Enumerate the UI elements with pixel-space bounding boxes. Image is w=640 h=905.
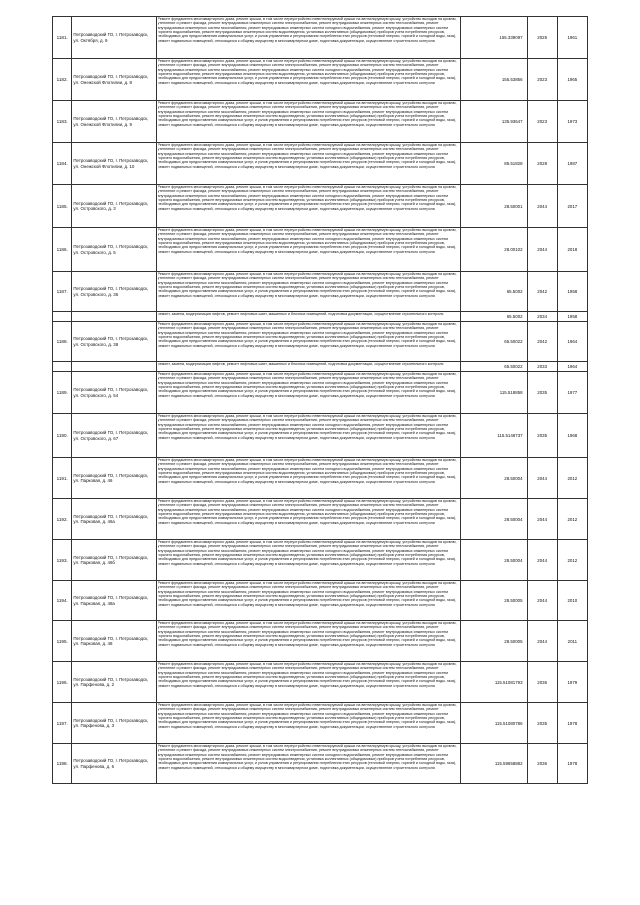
row-works — [156, 458, 460, 499]
row-cost: 65.50022 — [460, 362, 527, 372]
row-built-year: 1961 — [557, 17, 587, 59]
row-address: Петрозаводский ГО, г. Петрозаводск, ул. Парковая, д. 46а — [72, 499, 156, 540]
row-plan-year: 2044 — [527, 458, 557, 499]
row-number: 1198. — [53, 744, 72, 784]
row-cost: 28.50005 — [460, 581, 527, 621]
row-address: Петрозаводский ГО, г. Петрозаводск, ул. Островского, д. 67 — [72, 414, 156, 458]
works-text: Ремонт фундамента многоквартирного дома, ремонт крыши, в том числе переустройство невентилируемой крыши на вентилируемую крышу, устройство выходов на кровлю, утепление и ремонт фасада, ремонт внутридомовых инженерных систем электроснабжения, ремонт внутридомовых инженерных систем теплоснабжения, ремонт внутридомовых инженерных систем газоснабжения, ремонт внутридомовых инженерных систем холодного водоснабжения, ремонт внутридомовых инженерных систем горячего водоснабжения, ремонт внутридомовых инженерных систем водоотведения, установка коллективных (общедомовых) приборов учета потребления ресурсов, необходимых для предоставления коммунальных услуг, и узлов управления и регулирования потребления этих ресурсов (тепловой энергии, горячей и холодной воды, газа), ремонт подвальных помещений, относящихся к общему имуществу в многоквартирном доме, подготовка документации, осуществление строительного контроля — [157, 744, 457, 770]
works-text: Ремонт фундамента многоквартирного дома, ремонт крыши, в том числе переустройство невентилируемой крыши на вентилируемую крышу, устройство выходов на кровлю, утепление и ремонт фасада, ремонт внутридомовых инженерных систем электроснабжения, ремонт внутридомовых инженерных систем теплоснабжения, ремонт внутридомовых инженерных систем газоснабжения, ремонт внутридомовых инженерных систем холодного водоснабжения, ремонт внутридомовых инженерных систем горячего водоснабжения, ремонт внутридомовых инженерных систем водоотведения, установка коллективных (общедомовых) приборов учета потребления ресурсов, необходимых для предоставления коммунальных услуг, и узлов управления и регулирования потребления этих ресурсов (тепловой энергии, горячей и холодной воды, газа), ремонт подвальных помещений, относящихся к общему имуществу в многоквартирном доме, подготовка документации, осуществление строительного контроля — [157, 703, 457, 729]
table-row — [53, 185, 588, 228]
row-built-year: 1978 — [557, 744, 587, 784]
row-cost: 155.53856 — [460, 59, 527, 101]
row-cost: 115.51080786 — [460, 703, 527, 744]
row-number: 1186. — [53, 228, 72, 272]
row-plan-year: 2035 — [527, 372, 557, 414]
row-number: 1185. — [53, 185, 72, 228]
table-row — [53, 322, 588, 362]
row-built-year: 1977 — [557, 372, 587, 414]
row-address — [72, 312, 156, 322]
row-number: 1183. — [53, 101, 72, 143]
works-text: Ремонт фундамента многоквартирного дома, ремонт крыши, в том числе переустройство невентилируемой крыши на вентилируемую крышу, устройство выходов на кровлю, утепление и ремонт фасада, ремонт внутридомовых инженерных систем электроснабжения, ремонт внутридомовых инженерных систем теплоснабжения, ремонт внутридомовых инженерных систем газоснабжения, ремонт внутридомовых инженерных систем холодного водоснабжения, ремонт внутридомовых инженерных систем горячего водоснабжения, ремонт внутридомовых инженерных систем водоотведения, установка коллективных (общедомовых) приборов учета потребления ресурсов, необходимых для предоставления коммунальных услуг, и узлов управления и регулирования потребления этих ресурсов (тепловой энергии, горячей и холодной воды, газа), ремонт подвальных помещений, относящихся к общему имуществу в многоквартирном доме, подготовка документации, осуществление строительного контроля — [157, 17, 457, 43]
row-plan-year: 2044 — [527, 621, 557, 662]
row-cost: 135.93647 — [460, 101, 527, 143]
row-works — [156, 540, 460, 581]
row-address: Петрозаводский ГО, г. Петрозаводск, ул. Онежской Флотилии, д. 8 — [72, 59, 156, 101]
row-cost: 115.518858 — [460, 372, 527, 414]
row-built-year: 2011 — [557, 621, 587, 662]
works-text: ремонт, замена, модернизация лифтов, ремонт лифтовых шахт, машинных и блочных помещений, подготовка документации, осуществление строительного контроля — [157, 362, 444, 366]
row-works — [156, 17, 460, 59]
table-row — [53, 458, 588, 499]
capital-repair-table — [52, 16, 588, 784]
row-address: Петрозаводский ГО, г. Петрозаводск, ул. Островского, д. 36 — [72, 272, 156, 312]
row-plan-year: 2042 — [527, 322, 557, 362]
row-works — [156, 499, 460, 540]
row-address — [72, 362, 156, 372]
row-works — [156, 744, 460, 784]
table-row — [53, 744, 588, 784]
table-row — [53, 662, 588, 703]
row-built-year: 1968 — [557, 414, 587, 458]
row-address: Петрозаводский ГО, г. Петрозаводск, ул. Островского, д. 54 — [72, 372, 156, 414]
row-number: 1190. — [53, 414, 72, 458]
row-number: 1192. — [53, 499, 72, 540]
table-row — [53, 621, 588, 662]
table-row — [53, 59, 588, 101]
row-address: Петрозаводский ГО, г. Петрозаводск, ул. Островского, д. 5 — [72, 228, 156, 272]
row-built-year: 1964 — [557, 322, 587, 362]
row-number: 1191. — [53, 458, 72, 499]
table-row — [53, 703, 588, 744]
table-row — [53, 499, 588, 540]
row-built-year: 1958 — [557, 272, 587, 312]
row-cost: 155.339097 — [460, 17, 527, 59]
row-address: Петрозаводский ГО, г. Петрозаводск, ул. Парфенова, д. 2 — [72, 662, 156, 703]
works-text: Ремонт фундамента многоквартирного дома, ремонт крыши, в том числе переустройство невентилируемой крыши на вентилируемую крышу, устройство выходов на кровлю, утепление и ремонт фасада, ремонт внутридомовых инженерных систем электроснабжения, ремонт внутридомовых инженерных систем теплоснабжения, ремонт внутридомовых инженерных систем газоснабжения, ремонт внутридомовых инженерных систем холодного водоснабжения, ремонт внутридомовых инженерных систем горячего водоснабжения, ремонт внутридомовых инженерных систем водоотведения, установка коллективных (общедомовых) приборов учета потребления ресурсов, необходимых для предоставления коммунальных услуг, и узлов управления и регулирования потребления этих ресурсов (тепловой энергии, горячей и холодной воды, газа), ремонт подвальных помещений, относящихся к общему имуществу в многоквартирном доме, подготовка документации, осуществление строительного контроля — [157, 101, 457, 127]
row-number: 1189. — [53, 372, 72, 414]
row-cost: 28.50004 — [460, 458, 527, 499]
works-text: Ремонт фундамента многоквартирного дома, ремонт крыши, в том числе переустройство невентилируемой крыши на вентилируемую крышу, устройство выходов на кровлю, утепление и ремонт фасада, ремонт внутридомовых инженерных систем электроснабжения, ремонт внутридомовых инженерных систем теплоснабжения, ремонт внутридомовых инженерных систем газоснабжения, ремонт внутридомовых инженерных систем холодного водоснабжения, ремонт внутридомовых инженерных систем горячего водоснабжения, ремонт внутридомовых инженерных систем водоотведения, установка коллективных (общедомовых) приборов учета потребления ресурсов, необходимых для предоставления коммунальных услуг, и узлов управления и регулирования потребления этих ресурсов (тепловой энергии, горячей и холодной воды, газа), ремонт подвальных помещений, относящихся к общему имуществу в многоквартирном доме, подготовка документации, осуществление строительного контроля — [157, 414, 457, 440]
table-row — [53, 362, 588, 372]
works-text: Ремонт фундамента многоквартирного дома, ремонт крыши, в том числе переустройство невентилируемой крыши на вентилируемую крышу, устройство выходов на кровлю, утепление и ремонт фасада, ремонт внутридомовых инженерных систем электроснабжения, ремонт внутридомовых инженерных систем теплоснабжения, ремонт внутридомовых инженерных систем газоснабжения, ремонт внутридомовых инженерных систем холодного водоснабжения, ремонт внутридомовых инженерных систем горячего водоснабжения, ремонт внутридомовых инженерных систем водоотведения, установка коллективных (общедомовых) приборов учета потребления ресурсов, необходимых для предоставления коммунальных услуг, и узлов управления и регулирования потребления этих ресурсов (тепловой энергии, горячей и холодной воды, газа), ремонт подвальных помещений, относящихся к общему имуществу в многоквартирном доме, подготовка документации, осуществление строительного контроля — [157, 272, 457, 298]
row-address: Петрозаводский ГО, г. Петрозаводск, ул. Октября, д. 9 — [72, 17, 156, 59]
row-address: Петрозаводский ГО, г. Петрозаводск, ул. Островского, д. 3 — [72, 185, 156, 228]
table-row — [53, 17, 588, 59]
row-cost: 115.5148737 — [460, 414, 527, 458]
row-built-year: 1964 — [557, 362, 587, 372]
row-works — [156, 581, 460, 621]
row-works — [156, 59, 460, 101]
row-address: Петрозаводский ГО, г. Петрозаводск, ул. Парковая, д. 48 — [72, 621, 156, 662]
row-built-year: 2017 — [557, 185, 587, 228]
row-works — [156, 322, 460, 362]
row-works — [156, 414, 460, 458]
row-address: Петрозаводский ГО, г. Петрозаводск, ул. Парфенова, д. 3 — [72, 703, 156, 744]
table-row — [53, 272, 588, 312]
row-plan-year: 2028 — [527, 143, 557, 185]
row-cost: 115.59658882 — [460, 744, 527, 784]
table-row — [53, 414, 588, 458]
works-text: Ремонт фундамента многоквартирного дома, ремонт крыши, в том числе переустройство невентилируемой крыши на вентилируемую крышу, устройство выходов на кровлю, утепление и ремонт фасада, ремонт внутридомовых инженерных систем электроснабжения, ремонт внутридомовых инженерных систем теплоснабжения, ремонт внутридомовых инженерных систем газоснабжения, ремонт внутридомовых инженерных систем холодного водоснабжения, ремонт внутридомовых инженерных систем горячего водоснабжения, ремонт внутридомовых инженерных систем водоотведения, установка коллективных (общедомовых) приборов учета потребления ресурсов, необходимых для предоставления коммунальных услуг, и узлов управления и регулирования потребления этих ресурсов (тепловой энергии, горячей и холодной воды, газа), ремонт подвальных помещений, относящихся к общему имуществу в многоквартирном доме, подготовка документации, осуществление строительного контроля — [157, 621, 457, 647]
row-built-year: 2012 — [557, 458, 587, 499]
row-cost: 85.51828 — [460, 143, 527, 185]
table-row — [53, 143, 588, 185]
works-text: Ремонт фундамента многоквартирного дома, ремонт крыши, в том числе переустройство невентилируемой крыши на вентилируемую крышу, устройство выходов на кровлю, утепление и ремонт фасада, ремонт внутридомовых инженерных систем электроснабжения, ремонт внутридомовых инженерных систем теплоснабжения, ремонт внутридомовых инженерных систем газоснабжения, ремонт внутридомовых инженерных систем холодного водоснабжения, ремонт внутридомовых инженерных систем горячего водоснабжения, ремонт внутридомовых инженерных систем водоотведения, установка коллективных (общедомовых) приборов учета потребления ресурсов, необходимых для предоставления коммунальных услуг, и узлов управления и регулирования потребления этих ресурсов (тепловой энергии, горячей и холодной воды, газа), ремонт подвальных помещений, относящихся к общему имуществу в многоквартирном доме, подготовка документации, осуществление строительного контроля — [157, 499, 457, 525]
table-row — [53, 581, 588, 621]
works-text: Ремонт фундамента многоквартирного дома, ремонт крыши, в том числе переустройство невентилируемой крыши на вентилируемую крышу, устройство выходов на кровлю, утепление и ремонт фасада, ремонт внутридомовых инженерных систем электроснабжения, ремонт внутридомовых инженерных систем теплоснабжения, ремонт внутридомовых инженерных систем газоснабжения, ремонт внутридомовых инженерных систем холодного водоснабжения, ремонт внутридомовых инженерных систем горячего водоснабжения, ремонт внутридомовых инженерных систем водоотведения, установка коллективных (общедомовых) приборов учета потребления ресурсов, необходимых для предоставления коммунальных услуг, и узлов управления и регулирования потребления этих ресурсов (тепловой энергии, горячей и холодной воды, газа), ремонт подвальных помещений, относящихся к общему имуществу в многоквартирном доме, подготовка документации, осуществление строительного контроля — [157, 581, 457, 607]
row-number — [53, 312, 72, 322]
row-address: Петрозаводский ГО, г. Петрозаводск, ул. Парковая, д. 46б — [72, 540, 156, 581]
row-address: Петрозаводский ГО, г. Петрозаводск, ул. Островского, д. 38 — [72, 322, 156, 362]
row-cost: 28.50001 — [460, 185, 527, 228]
row-plan-year: 2042 — [527, 272, 557, 312]
table-row — [53, 228, 588, 272]
row-works — [156, 143, 460, 185]
row-cost: 115.51081793 — [460, 662, 527, 703]
row-works — [156, 228, 460, 272]
row-cost: 65.5002 — [460, 312, 527, 322]
row-built-year: 2010 — [557, 581, 587, 621]
table-row — [53, 540, 588, 581]
table-row — [53, 312, 588, 322]
row-plan-year: 2035 — [527, 414, 557, 458]
row-address: Петрозаводский ГО, г. Петрозаводск, ул. Онежской Флотилии, д. 10 — [72, 143, 156, 185]
table-row — [53, 101, 588, 143]
table-body — [53, 17, 588, 784]
row-plan-year: 2035 — [527, 703, 557, 744]
row-number: 1187. — [53, 272, 72, 312]
row-built-year: 1978 — [557, 703, 587, 744]
row-number: 1194. — [53, 581, 72, 621]
row-cost: 28.50005 — [460, 621, 527, 662]
table-row — [53, 372, 588, 414]
row-works — [156, 621, 460, 662]
works-text: Ремонт фундамента многоквартирного дома, ремонт крыши, в том числе переустройство невентилируемой крыши на вентилируемую крышу, устройство выходов на кровлю, утепление и ремонт фасада, ремонт внутридомовых инженерных систем электроснабжения, ремонт внутридомовых инженерных систем теплоснабжения, ремонт внутридомовых инженерных систем газоснабжения, ремонт внутридомовых инженерных систем холодного водоснабжения, ремонт внутридомовых инженерных систем горячего водоснабжения, ремонт внутридомовых инженерных систем водоотведения, установка коллективных (общедомовых) приборов учета потребления ресурсов, необходимых для предоставления коммунальных услуг, и узлов управления и регулирования потребления этих ресурсов (тепловой энергии, горячей и холодной воды, газа), ремонт подвальных помещений, относящихся к общему имуществу в многоквартирном доме, подготовка документации, осуществление строительного контроля — [157, 540, 457, 566]
row-plan-year: 2023 — [527, 59, 557, 101]
row-cost: 65.5002 — [460, 272, 527, 312]
row-built-year: 1987 — [557, 143, 587, 185]
row-works — [156, 362, 460, 372]
row-cost: 28.00102 — [460, 228, 527, 272]
row-built-year: 1958 — [557, 312, 587, 322]
row-plan-year: 2034 — [527, 312, 557, 322]
row-plan-year: 2036 — [527, 744, 557, 784]
works-text: Ремонт фундамента многоквартирного дома, ремонт крыши, в том числе переустройство невентилируемой крыши на вентилируемую крышу, устройство выходов на кровлю, утепление и ремонт фасада, ремонт внутридомовых инженерных систем электроснабжения, ремонт внутридомовых инженерных систем теплоснабжения, ремонт внутридомовых инженерных систем газоснабжения, ремонт внутридомовых инженерных систем холодного водоснабжения, ремонт внутридомовых инженерных систем горячего водоснабжения, ремонт внутридомовых инженерных систем водоотведения, установка коллективных (общедомовых) приборов учета потребления ресурсов, необходимых для предоставления коммунальных услуг, и узлов управления и регулирования потребления этих ресурсов (тепловой энергии, горячей и холодной воды, газа), ремонт подвальных помещений, относящихся к общему имуществу в многоквартирном доме, подготовка документации, осуществление строительного контроля — [157, 662, 457, 688]
row-number: 1181. — [53, 17, 72, 59]
row-number: 1196. — [53, 662, 72, 703]
works-text: Ремонт фундамента многоквартирного дома, ремонт крыши, в том числе переустройство невентилируемой крыши на вентилируемую крышу, устройство выходов на кровлю, утепление и ремонт фасада, ремонт внутридомовых инженерных систем электроснабжения, ремонт внутридомовых инженерных систем теплоснабжения, ремонт внутридомовых инженерных систем газоснабжения, ремонт внутридомовых инженерных систем холодного водоснабжения, ремонт внутридомовых инженерных систем горячего водоснабжения, ремонт внутридомовых инженерных систем водоотведения, установка коллективных (общедомовых) приборов учета потребления ресурсов, необходимых для предоставления коммунальных услуг, и узлов управления и регулирования потребления этих ресурсов (тепловой энергии, горячей и холодной воды, газа), ремонт подвальных помещений, относящихся к общему имуществу в многоквартирном доме, подготовка документации, осуществление строительного контроля — [157, 185, 457, 211]
row-works — [156, 101, 460, 143]
row-works — [156, 372, 460, 414]
row-number: 1197. — [53, 703, 72, 744]
row-works — [156, 703, 460, 744]
row-address: Петрозаводский ГО, г. Петрозаводск, ул. Онежской Флотилии, д. 9 — [72, 101, 156, 143]
works-text: Ремонт фундамента многоквартирного дома, ремонт крыши, в том числе переустройство невентилируемой крыши на вентилируемую крышу, устройство выходов на кровлю, утепление и ремонт фасада, ремонт внутридомовых инженерных систем электроснабжения, ремонт внутридомовых инженерных систем теплоснабжения, ремонт внутридомовых инженерных систем газоснабжения, ремонт внутридомовых инженерных систем холодного водоснабжения, ремонт внутридомовых инженерных систем горячего водоснабжения, ремонт внутридомовых инженерных систем водоотведения, установка коллективных (общедомовых) приборов учета потребления ресурсов, необходимых для предоставления коммунальных услуг, и узлов управления и регулирования потребления этих ресурсов (тепловой энергии, горячей и холодной воды, газа), ремонт подвальных помещений, относящихся к общему имуществу в многоквартирном доме, подготовка документации, осуществление строительного контроля — [157, 322, 457, 348]
row-built-year: 1979 — [557, 662, 587, 703]
row-address: Петрозаводский ГО, г. Петрозаводск, ул. Парфенова, д. 6 — [72, 744, 156, 784]
row-number: 1195. — [53, 621, 72, 662]
row-plan-year: 2044 — [527, 228, 557, 272]
row-cost: 28.50004 — [460, 540, 527, 581]
row-works — [156, 272, 460, 312]
row-cost: 28.50004 — [460, 499, 527, 540]
row-number: 1188. — [53, 322, 72, 362]
row-works — [156, 312, 460, 322]
row-plan-year: 2044 — [527, 581, 557, 621]
works-text: Ремонт фундамента многоквартирного дома, ремонт крыши, в том числе переустройство невентилируемой крыши на вентилируемую крышу, устройство выходов на кровлю, утепление и ремонт фасада, ремонт внутридомовых инженерных систем электроснабжения, ремонт внутридомовых инженерных систем теплоснабжения, ремонт внутридомовых инженерных систем газоснабжения, ремонт внутридомовых инженерных систем холодного водоснабжения, ремонт внутридомовых инженерных систем горячего водоснабжения, ремонт внутридомовых инженерных систем водоотведения, установка коллективных (общедомовых) приборов учета потребления ресурсов, необходимых для предоставления коммунальных услуг, и узлов управления и регулирования потребления этих ресурсов (тепловой энергии, горячей и холодной воды, газа), ремонт подвальных помещений, относящихся к общему имуществу в многоквартирном доме, подготовка документации, осуществление строительного контроля — [157, 59, 457, 85]
row-works — [156, 662, 460, 703]
works-text: Ремонт фундамента многоквартирного дома, ремонт крыши, в том числе переустройство невентилируемой крыши на вентилируемую крышу, устройство выходов на кровлю, утепление и ремонт фасада, ремонт внутридомовых инженерных систем электроснабжения, ремонт внутридомовых инженерных систем теплоснабжения, ремонт внутридомовых инженерных систем газоснабжения, ремонт внутридомовых инженерных систем холодного водоснабжения, ремонт внутридомовых инженерных систем горячего водоснабжения, ремонт внутридомовых инженерных систем водоотведения, установка коллективных (общедомовых) приборов учета потребления ресурсов, необходимых для предоставления коммунальных услуг, и узлов управления и регулирования потребления этих ресурсов (тепловой энергии, горячей и холодной воды, газа), ремонт подвальных помещений, относящихся к общему имуществу в многоквартирном доме, подготовка документации, осуществление строительного контроля — [157, 372, 457, 398]
works-text: Ремонт фундамента многоквартирного дома, ремонт крыши, в том числе переустройство невентилируемой крыши на вентилируемую крышу, устройство выходов на кровлю, утепление и ремонт фасада, ремонт внутридомовых инженерных систем электроснабжения, ремонт внутридомовых инженерных систем теплоснабжения, ремонт внутридомовых инженерных систем газоснабжения, ремонт внутридомовых инженерных систем холодного водоснабжения, ремонт внутридомовых инженерных систем горячего водоснабжения, ремонт внутридомовых инженерных систем водоотведения, установка коллективных (общедомовых) приборов учета потребления ресурсов, необходимых для предоставления коммунальных услуг, и узлов управления и регулирования потребления этих ресурсов (тепловой энергии, горячей и холодной воды, газа), ремонт подвальных помещений, относящихся к общему имуществу в многоквартирном доме, подготовка документации, осуществление строительного контроля — [157, 228, 457, 254]
row-plan-year: 2044 — [527, 185, 557, 228]
works-text: ремонт, замена, модернизация лифтов, ремонт лифтовых шахт, машинных и блочных помещений, подготовка документации, осуществление строительного контроля — [157, 312, 444, 316]
works-text: Ремонт фундамента многоквартирного дома, ремонт крыши, в том числе переустройство невентилируемой крыши на вентилируемую крышу, устройство выходов на кровлю, утепление и ремонт фасада, ремонт внутридомовых инженерных систем электроснабжения, ремонт внутридомовых инженерных систем теплоснабжения, ремонт внутридомовых инженерных систем газоснабжения, ремонт внутридомовых инженерных систем холодного водоснабжения, ремонт внутридомовых инженерных систем горячего водоснабжения, ремонт внутридомовых инженерных систем водоотведения, установка коллективных (общедомовых) приборов учета потребления ресурсов, необходимых для предоставления коммунальных услуг, и узлов управления и регулирования потребления этих ресурсов (тепловой энергии, горячей и холодной воды, газа), ремонт подвальных помещений, относящихся к общему имуществу в многоквартирном доме, подготовка документации, осуществление строительного контроля — [157, 143, 457, 169]
works-text: Ремонт фундамента многоквартирного дома, ремонт крыши, в том числе переустройство невентилируемой крыши на вентилируемую крышу, устройство выходов на кровлю, утепление и ремонт фасада, ремонт внутридомовых инженерных систем электроснабжения, ремонт внутридомовых инженерных систем теплоснабжения, ремонт внутридомовых инженерных систем газоснабжения, ремонт внутридомовых инженерных систем холодного водоснабжения, ремонт внутридомовых инженерных систем горячего водоснабжения, ремонт внутридомовых инженерных систем водоотведения, установка коллективных (общедомовых) приборов учета потребления ресурсов, необходимых для предоставления коммунальных услуг, и узлов управления и регулирования потребления этих ресурсов (тепловой энергии, горячей и холодной воды, газа), ремонт подвальных помещений, относящихся к общему имуществу в многоквартирном доме, подготовка документации, осуществление строительного контроля — [157, 458, 457, 484]
row-cost: 65.50022 — [460, 322, 527, 362]
row-works — [156, 185, 460, 228]
row-built-year: 1965 — [557, 59, 587, 101]
row-number — [53, 362, 72, 372]
row-plan-year: 2023 — [527, 101, 557, 143]
row-number: 1182. — [53, 59, 72, 101]
row-number: 1184. — [53, 143, 72, 185]
row-plan-year: 2044 — [527, 499, 557, 540]
row-plan-year: 2025 — [527, 17, 557, 59]
row-address: Петрозаводский ГО, г. Петрозаводск, ул. Парковая, д. 48а — [72, 581, 156, 621]
row-plan-year: 2033 — [527, 362, 557, 372]
row-built-year: 2018 — [557, 228, 587, 272]
row-number: 1193. — [53, 540, 72, 581]
row-address: Петрозаводский ГО, г. Петрозаводск, ул. Парковая, д. 46 — [72, 458, 156, 499]
register-page — [52, 16, 588, 784]
row-built-year: 2012 — [557, 540, 587, 581]
row-plan-year: 2044 — [527, 540, 557, 581]
row-built-year: 2012 — [557, 499, 587, 540]
row-built-year: 1973 — [557, 101, 587, 143]
row-plan-year: 2036 — [527, 662, 557, 703]
